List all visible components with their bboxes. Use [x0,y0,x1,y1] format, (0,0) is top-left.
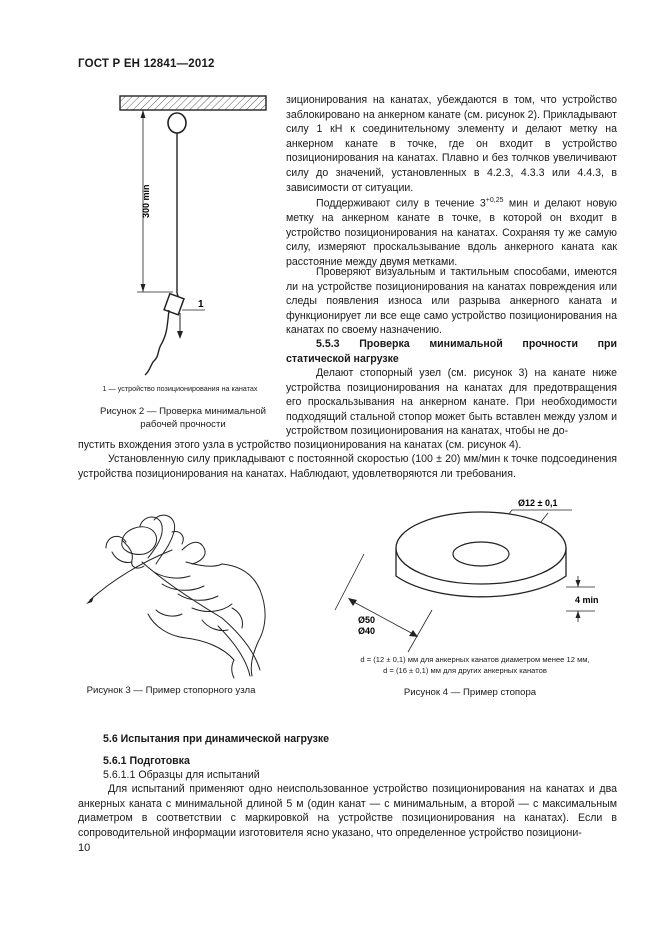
paragraph-4-continued: пустить вхождения этого узла в устройство позиционирования на канатах (см. рисунок 4). [78,439,522,451]
figure-4-caption: Рисунок 4 — Пример стопора [403,687,537,698]
figure-4-drawing [320,490,620,660]
rope-adjustment-device [164,294,184,315]
dim-thickness: 4 min [575,595,599,605]
figure-3-caption: Рисунок 3 — Пример стопорного узла [86,685,256,696]
page-number: 10 [78,842,91,854]
dim-outer-diameter-1: Ø50 [358,615,376,625]
rope-tail [145,310,169,375]
paragraph-6: Для испытаний применяют одно неиспользованное устройство позиционирования на канатах и два анкерных каната с минимальной длиной 5 м (один канат — с минимальным, а второй — с максимальным диаметром в соответствии с маркировкой на устройстве позиционирования на канатах). Если в сопроводительной информации изготовителя ясно указано, что определенное устройство позициони- [78,783,617,839]
callout-number: 1 [198,299,204,310]
figure-3-drawing [82,510,282,680]
figure-2-drawing [105,88,275,380]
dim-inner-diameter: Ø12 ± 0,1 [518,498,558,508]
section-5-6-1-title: 5.6.1 Подготовка [103,755,190,767]
page-header: ГОСТ Р ЕН 12841—2012 [78,58,215,70]
figure-2-legend: 1 — устройство позиционирования на канатах [102,384,258,393]
dim-label: 300 min [141,184,151,218]
washer-hole [453,542,509,566]
anchor-loop [168,113,186,133]
ceiling-beam [120,96,266,110]
paragraph-4: Делают стопорный узел (см. рисунок 3) на канате ниже устройства позиционирования на канатах для предотвращения его проскальзывания на анкерном канате. При необходимости подходящий стальной стопор может быть вставлен между узлом и устройством позиционирования на канатах, чтобы не до- [286,367,617,438]
dim-outer-diameter-2: Ø40 [358,626,376,636]
paragraph-3: Проверяют визуальным и тактильным способами, имеются ли на устройстве позиционирования на канатах повреждения или следы появления износа или разрыва анкерного каната и функционирует ли все еще само устройство позиционирования на канатах по своему назначению. [286,266,617,337]
paragraph-2: Поддерживают силу в течение $3^{+0,25}$ мин и делают новую метку на анкерном канате в точке, в которой он входит в устройство позиционирования на канатах. Сохраняя ту же самую силу, измеряют проскальзывание вдоль анкерного каната как расстояние между двумя метками. [286,197,618,268]
paragraph-1: зиционирования на канатах, убеждаются в том, что устройство заблокировано на анкерном канате (см. рисунок 2). Прикладывают силу 1 кН к соединительному элементу и делают метку на анкерном канате в точке, где он входит в устройство позиционирования на канатах. Плавно и без толчков увеличивают силу до значений, установленных в 4.2.3, 4.3.3 или 4.4.3, в зависимости от ситуации. [286,94,617,194]
figure-2-caption: Рисунок 2 — Проверка минимальной рабочей прочности [100,406,266,430]
section-5-5-3-title: 5.5.3 Проверка минимальной прочности при статической нагрузке [286,338,617,365]
figure-4-note-1: d = (12 ± 0,1) мм для анкерных канатов диаметром менее 12 мм, [360,655,590,664]
section-5-6-1-1-title: 5.6.1.1 Образцы для испытаний [103,769,260,781]
section-5-6-title: 5.6 Испытания при динамической нагрузке [103,733,330,745]
figure-4-note-2: d = (16 ± 0,1) мм для других анкерных канатов [383,666,547,675]
paragraph-5: Установленную силу прикладывают с постоянной скоростью (100 ± 20) мм/мин к точке подсоединения устройства позиционирования на канатах. Наблюдают, удовлетворяются ли требования. [78,453,617,480]
